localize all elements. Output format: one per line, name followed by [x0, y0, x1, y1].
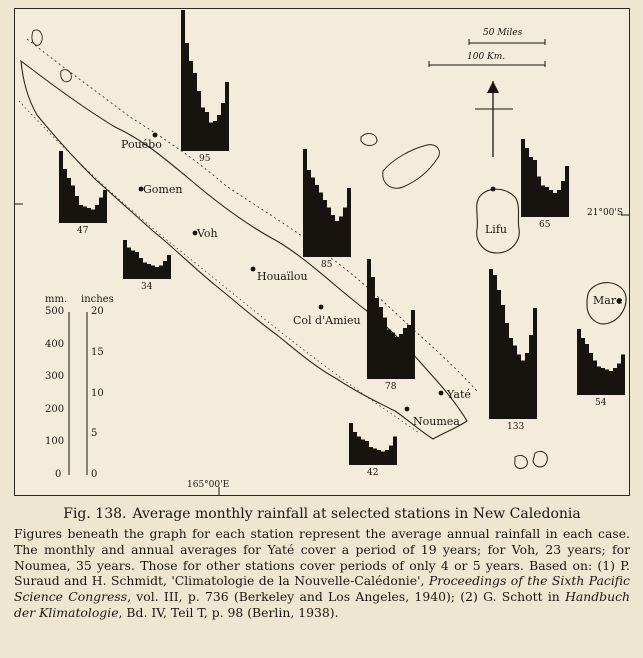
lifu-island	[477, 189, 520, 253]
place-lifu: Lifu	[485, 223, 507, 236]
rainfall-bar-noumea-m7	[373, 449, 377, 466]
rainfall-bar-gomen-m2	[63, 169, 67, 223]
figure-title: Average monthly rainfall at selected stations in New Caledonia	[132, 506, 581, 522]
rainfall-bar-lifu-m11	[561, 181, 565, 217]
rainfall-bar-mare-m7	[601, 368, 605, 395]
rainfall-bar-voh-m2	[127, 248, 131, 280]
rainfall-bar-noumea-m12	[393, 437, 397, 466]
rainfall-bar-voh-m7	[147, 264, 151, 279]
rainfall-bar-gomen-m11	[99, 198, 103, 224]
rainfall-bar-voh-m8	[151, 266, 155, 280]
rainfall-bar-pou-bo-m1	[181, 10, 185, 151]
isle-of-pines	[515, 455, 528, 468]
rainfall-bar-mare-m6	[597, 367, 601, 396]
mm-tick-500: 500	[45, 306, 65, 317]
longitude-label: 165°00'E	[187, 480, 230, 490]
rainfall-bar-noumea-m1	[349, 423, 353, 465]
rainfall-bar-lifu-m2	[525, 148, 529, 217]
rainfall-bar-pou-bo-m3	[189, 61, 193, 151]
ouvea-atoll	[383, 145, 440, 189]
mm-tick-0: 0	[55, 469, 62, 480]
rainfall-bar-voh-m9	[155, 267, 159, 279]
rainfall-bar-voh-m12	[167, 255, 171, 279]
rainfall-bar-lifu-m3	[529, 157, 533, 217]
rainfall-bar-houa-lou-m9	[335, 221, 339, 257]
rainfall-bar-mare-m8	[605, 370, 609, 396]
rainfall-bar-pou-bo-m9	[213, 121, 217, 151]
rainfall-bar-mare-m11	[617, 364, 621, 396]
rainfall-bar-gomen-m9	[91, 210, 95, 224]
rainfall-bar-gomen-m3	[67, 178, 71, 223]
rainfall-bar-yat-m8	[517, 355, 521, 420]
scale-miles-label: 50 Miles	[483, 28, 523, 38]
map-svg	[15, 9, 629, 495]
rainfall-bar-pou-bo-m5	[197, 91, 201, 151]
rainfall-bar-noumea-m2	[353, 432, 357, 465]
inch-tick-15: 15	[91, 346, 104, 358]
rainfall-bar-yat-m3	[497, 290, 501, 419]
rainfall-bar-houa-lou-m7	[327, 208, 331, 258]
rainfall-bar-yat-m11	[529, 335, 533, 419]
rainfall-bar-noumea-m4	[361, 440, 365, 466]
rainfall-bar-yat-m1	[489, 269, 493, 419]
rainfall-bar-pou-bo-m10	[217, 115, 221, 151]
place-pouebo: Pouébo	[121, 138, 162, 151]
rainfall-bar-voh-m4	[135, 252, 139, 279]
figure-notes	[14, 526, 630, 621]
rainfall-bar-voh-m10	[159, 266, 163, 280]
rainfall-bar-houa-lou-m12	[347, 188, 351, 257]
annual-value-lifu: 65	[539, 220, 551, 230]
rainfall-bar-col-d-amieu-m4	[379, 307, 383, 379]
rainfall-bar-mare-m2	[581, 338, 585, 395]
place-noumea: Noumea	[413, 415, 460, 428]
rainfall-bar-lifu-m12	[565, 166, 569, 217]
axis-inches-title: inches	[81, 294, 114, 305]
place-houailou: Houaïlou	[257, 270, 308, 283]
rainfall-bar-noumea-m11	[389, 446, 393, 466]
north-arrow-icon	[475, 81, 513, 157]
rainfall-bar-col-d-amieu-m7	[391, 333, 395, 380]
inch-tick-20: 20	[91, 306, 104, 317]
rainfall-bar-lifu-m9	[553, 193, 557, 217]
rainfall-bar-noumea-m9	[381, 452, 385, 466]
rainfall-bar-pou-bo-m12	[225, 82, 229, 151]
mm-tick-100: 100	[45, 436, 65, 448]
rainfall-bar-pou-bo-m2	[185, 43, 189, 151]
rainfall-bar-col-d-amieu-m1	[367, 259, 371, 379]
rainfall-bar-gomen-m10	[95, 205, 99, 223]
rainfall-axis	[69, 312, 87, 475]
rainfall-bars	[59, 10, 625, 465]
station-dot-yat	[439, 391, 444, 396]
rainfall-bar-houa-lou-m5	[319, 193, 323, 258]
tiga-islet	[533, 451, 547, 467]
rainfall-bar-houa-lou-m10	[339, 217, 343, 258]
notes-italic-2: Handbuch der Klimatologie	[14, 589, 630, 620]
inch-tick-0: 0	[91, 469, 98, 480]
rainfall-bar-mare-m4	[589, 353, 593, 395]
rainfall-bar-yat-m9	[521, 361, 525, 420]
latitude-label: 21°00'S	[587, 208, 624, 218]
beautemps-reef	[361, 134, 377, 146]
mm-tick-400: 400	[45, 338, 65, 350]
rainfall-bar-noumea-m10	[385, 450, 389, 465]
rainfall-bar-yat-m6	[509, 338, 513, 419]
rainfall-bar-mare-m10	[613, 368, 617, 395]
annual-value-pou-bo: 95	[199, 154, 211, 164]
rainfall-bar-lifu-m1	[521, 139, 525, 217]
place-mare: Mare	[593, 294, 623, 307]
rainfall-bar-voh-m1	[123, 240, 127, 279]
rainfall-bar-lifu-m6	[541, 186, 545, 218]
figure-number: Fig. 138.	[63, 506, 127, 522]
rainfall-bar-pou-bo-m7	[205, 112, 209, 151]
rainfall-bar-yat-m12	[533, 308, 537, 419]
rainfall-bar-pou-bo-m4	[193, 73, 197, 151]
rainfall-bar-yat-m5	[505, 323, 509, 419]
rainfall-bar-gomen-m6	[79, 205, 83, 223]
station-dot-lifu	[491, 187, 496, 192]
annual-value-col-d-amieu: 78	[385, 382, 397, 392]
rainfall-bar-gomen-m7	[83, 207, 87, 224]
rainfall-bar-voh-m3	[131, 251, 135, 280]
rainfall-bar-houa-lou-m8	[331, 215, 335, 257]
rainfall-bar-lifu-m4	[533, 160, 537, 217]
rainfall-bar-yat-m2	[493, 275, 497, 419]
rainfall-bar-noumea-m8	[377, 450, 381, 465]
inch-tick-10: 10	[91, 387, 104, 399]
axis-mm-title: mm.	[45, 294, 68, 305]
notes-italic-1: Proceedings of the Sixth Pacific Science Congress	[14, 573, 630, 605]
rainfall-bar-houa-lou-m4	[315, 185, 319, 257]
rainfall-bar-col-d-amieu-m2	[371, 277, 375, 379]
rainfall-bar-mare-m12	[621, 355, 625, 396]
rainfall-bar-voh-m5	[139, 258, 143, 279]
northern-reef	[32, 30, 42, 45]
rainfall-bar-voh-m11	[163, 261, 167, 279]
rainfall-bar-houa-lou-m1	[303, 149, 307, 257]
rainfall-bar-noumea-m3	[357, 437, 361, 466]
annual-value-voh: 34	[141, 282, 153, 292]
rainfall-bar-houa-lou-m3	[311, 178, 315, 258]
rainfall-bar-gomen-m4	[71, 186, 75, 224]
rainfall-bar-gomen-m12	[103, 190, 107, 223]
notes-text-1: Figures beneath the graph for each station represent the average annual rainfall in each case. The monthly and annual averages for Yaté cover a period of 19 years; for Voh, 23 years; for Noumea, 35 years. Those for other stations cover periods of only 4 or 5 years. Based on: (1) P. Suraud and H. Schmidt, 'Climatologie de la Nouvelle-Calédonie',	[14, 526, 630, 589]
rainfall-bar-mare-m3	[585, 344, 589, 395]
scale-km-label: 100 Km.	[467, 52, 506, 62]
station-dot-noumea	[405, 407, 410, 412]
rainfall-bar-col-d-amieu-m5	[383, 318, 387, 380]
notes-text-3: , Bd. IV, Teil T, p. 98 (Berlin, 1938).	[118, 604, 339, 620]
rainfall-bar-mare-m1	[577, 329, 581, 395]
rainfall-bar-pou-bo-m8	[209, 123, 213, 152]
station-dot-pou-bo	[153, 133, 158, 138]
rainfall-bar-mare-m9	[609, 371, 613, 395]
rainfall-map	[14, 8, 630, 496]
rainfall-bar-lifu-m8	[549, 190, 553, 217]
annual-value-gomen: 47	[77, 226, 89, 236]
rainfall-bar-lifu-m10	[557, 190, 561, 217]
station-dot-houa-lou	[251, 267, 256, 272]
rainfall-bar-houa-lou-m2	[307, 170, 311, 257]
rainfall-bar-col-d-amieu-m3	[375, 298, 379, 379]
place-col-d-amieu: Col d'Amieu	[293, 314, 361, 327]
rainfall-bar-houa-lou-m6	[323, 200, 327, 257]
rainfall-bar-yat-m10	[525, 353, 529, 419]
rainfall-bar-noumea-m6	[369, 447, 373, 465]
rainfall-bar-pou-bo-m11	[221, 103, 225, 151]
notes-text-2: , vol. III, p. 736 (Berkeley and Los Angeles, 1940); (2) G. Schott in	[127, 589, 566, 605]
figure-caption	[14, 506, 630, 523]
rainfall-bar-lifu-m5	[537, 177, 541, 218]
rainfall-bar-voh-m6	[143, 263, 147, 280]
belep-islands	[61, 70, 72, 82]
mm-tick-200: 200	[45, 403, 65, 415]
annual-value-noumea: 42	[367, 468, 379, 478]
rainfall-bar-yat-m4	[501, 305, 505, 419]
rainfall-bar-pou-bo-m6	[201, 108, 205, 152]
rainfall-bar-noumea-m5	[365, 441, 369, 465]
rainfall-bar-col-d-amieu-m11	[407, 325, 411, 379]
rainfall-bar-gomen-m1	[59, 151, 63, 223]
rainfall-bar-yat-m7	[513, 346, 517, 420]
rainfall-bar-mare-m5	[593, 361, 597, 396]
place-voh: Voh	[197, 227, 218, 240]
rainfall-bar-gomen-m5	[75, 196, 79, 223]
rainfall-bar-col-d-amieu-m6	[387, 330, 391, 380]
rainfall-bar-gomen-m8	[87, 208, 91, 223]
annual-value-houa-lou: 85	[321, 260, 333, 270]
rainfall-bar-col-d-amieu-m8	[395, 337, 399, 379]
rainfall-bar-col-d-amieu-m9	[399, 334, 403, 379]
mm-tick-300: 300	[45, 371, 65, 383]
station-dot-col-d-amieu	[319, 305, 324, 310]
place-gomen: Gomen	[143, 183, 183, 196]
grande-terre-coastline	[21, 61, 467, 439]
place-yate: Yaté	[447, 388, 471, 401]
rainfall-bar-col-d-amieu-m10	[403, 328, 407, 379]
rainfall-bar-lifu-m7	[545, 187, 549, 217]
annual-value-mare: 54	[595, 398, 607, 408]
inch-tick-5: 5	[91, 428, 98, 440]
rainfall-bar-col-d-amieu-m12	[411, 310, 415, 379]
annual-value-yat: 133	[507, 422, 525, 432]
rainfall-bar-houa-lou-m11	[343, 208, 347, 258]
